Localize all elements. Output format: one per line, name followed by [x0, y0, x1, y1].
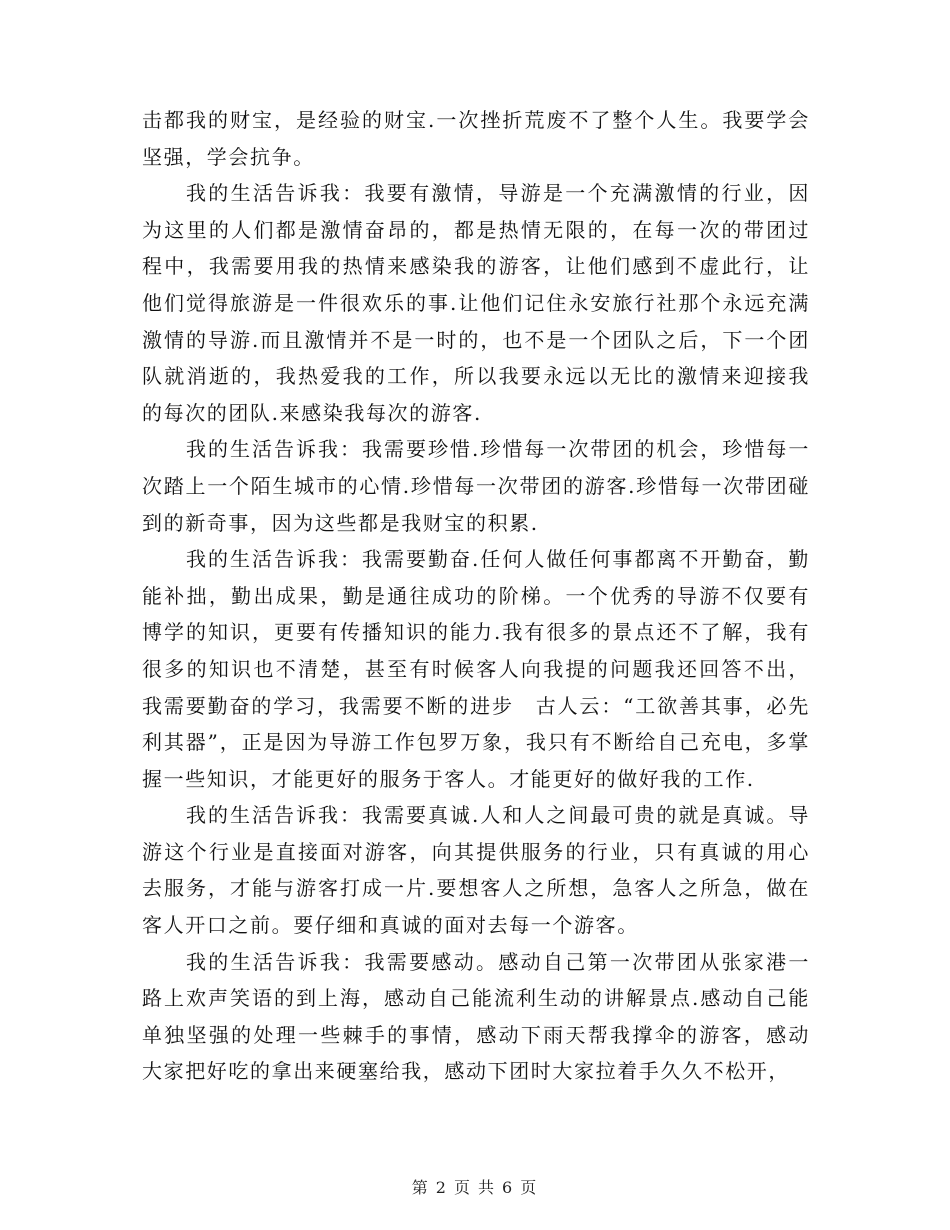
footer-label-ye: 页	[453, 1178, 472, 1197]
paragraph-1: 击都我的财宝，是经验的财宝.一次挫折荒废不了整个人生。我要学会坚强，学会抗争。	[142, 108, 810, 169]
paragraph-6: 我的生活告诉我：我需要感动。感动自己第一次带团从张家港一路上欢声笑语的到上海，感动自己能流利生动的讲解景点.感动自己能单独坚强的处理一些棘手的事情，感动下雨天帮我撑伞的游客，感动大家把好吃的拿出来硬塞给我，感动下团时大家拉着手久久不松开，	[142, 949, 810, 1084]
paragraph-4: 我的生活告诉我：我需要勤奋.任何人做任何事都离不开勤奋，勤能补拙，勤出成果，勤是通往成功的阶梯。一个优秀的导游不仅要有博学的知识，更要有传播知识的能力.我有很多的景点还不了解，我有很多的知识也不清楚，甚至有时候客人向我提的问题我还回答不出，我需要勤奋的学习，我需要不断的进步 古人云：“工欲善其事，必先利其器”，正是因为导游工作包罗万象，我只有不断给自己充电，多掌握一些知识，才能更好的服务于客人。才能更好的做好我的工作.	[142, 547, 810, 791]
paragraph-5: 我的生活告诉我：我需要真诚.人和人之间最可贵的就是真诚。导游这个行业是直接面对游客，向其提供服务的行业，只有真诚的用心去服务，才能与游客打成一片.要想客人之所想，急客人之所急，做在客人开口之前。要仔细和真诚的面对去每一个游客。	[142, 803, 810, 938]
footer-total-pages: 6	[502, 1178, 515, 1197]
page-footer	[0, 1175, 950, 1198]
paragraph-2: 我的生活告诉我：我要有激情，导游是一个充满激情的行业，因为这里的人们都是激情奋昂的，都是热情无限的，在每一次的带团过程中，我需要用我的热情来感染我的游客，让他们感到不虚此行，让他们觉得旅游是一件很欢乐的事.让他们记住永安旅行社那个永远充满激情的导游.而且激情并不是一时的，也不是一个团队之后，下一个团队就消逝的，我热爱我的工作，所以我要永远以无比的激情来迎接我的每次的团队.来感染我每次的游客.	[142, 181, 810, 425]
footer-current-page: 2	[435, 1178, 448, 1197]
paragraph-3: 我的生活告诉我：我需要珍惜.珍惜每一次带团的机会，珍惜每一次踏上一个陌生城市的心情.珍惜每一次带团的游客.珍惜每一次带团碰到的新奇事，因为这些都是我财宝的积累.	[142, 437, 810, 535]
footer-label-di: 第	[411, 1178, 430, 1197]
footer-label-ye-2: 页	[520, 1178, 539, 1197]
footer-label-gong: 共	[478, 1178, 497, 1197]
document-body	[142, 102, 810, 1090]
